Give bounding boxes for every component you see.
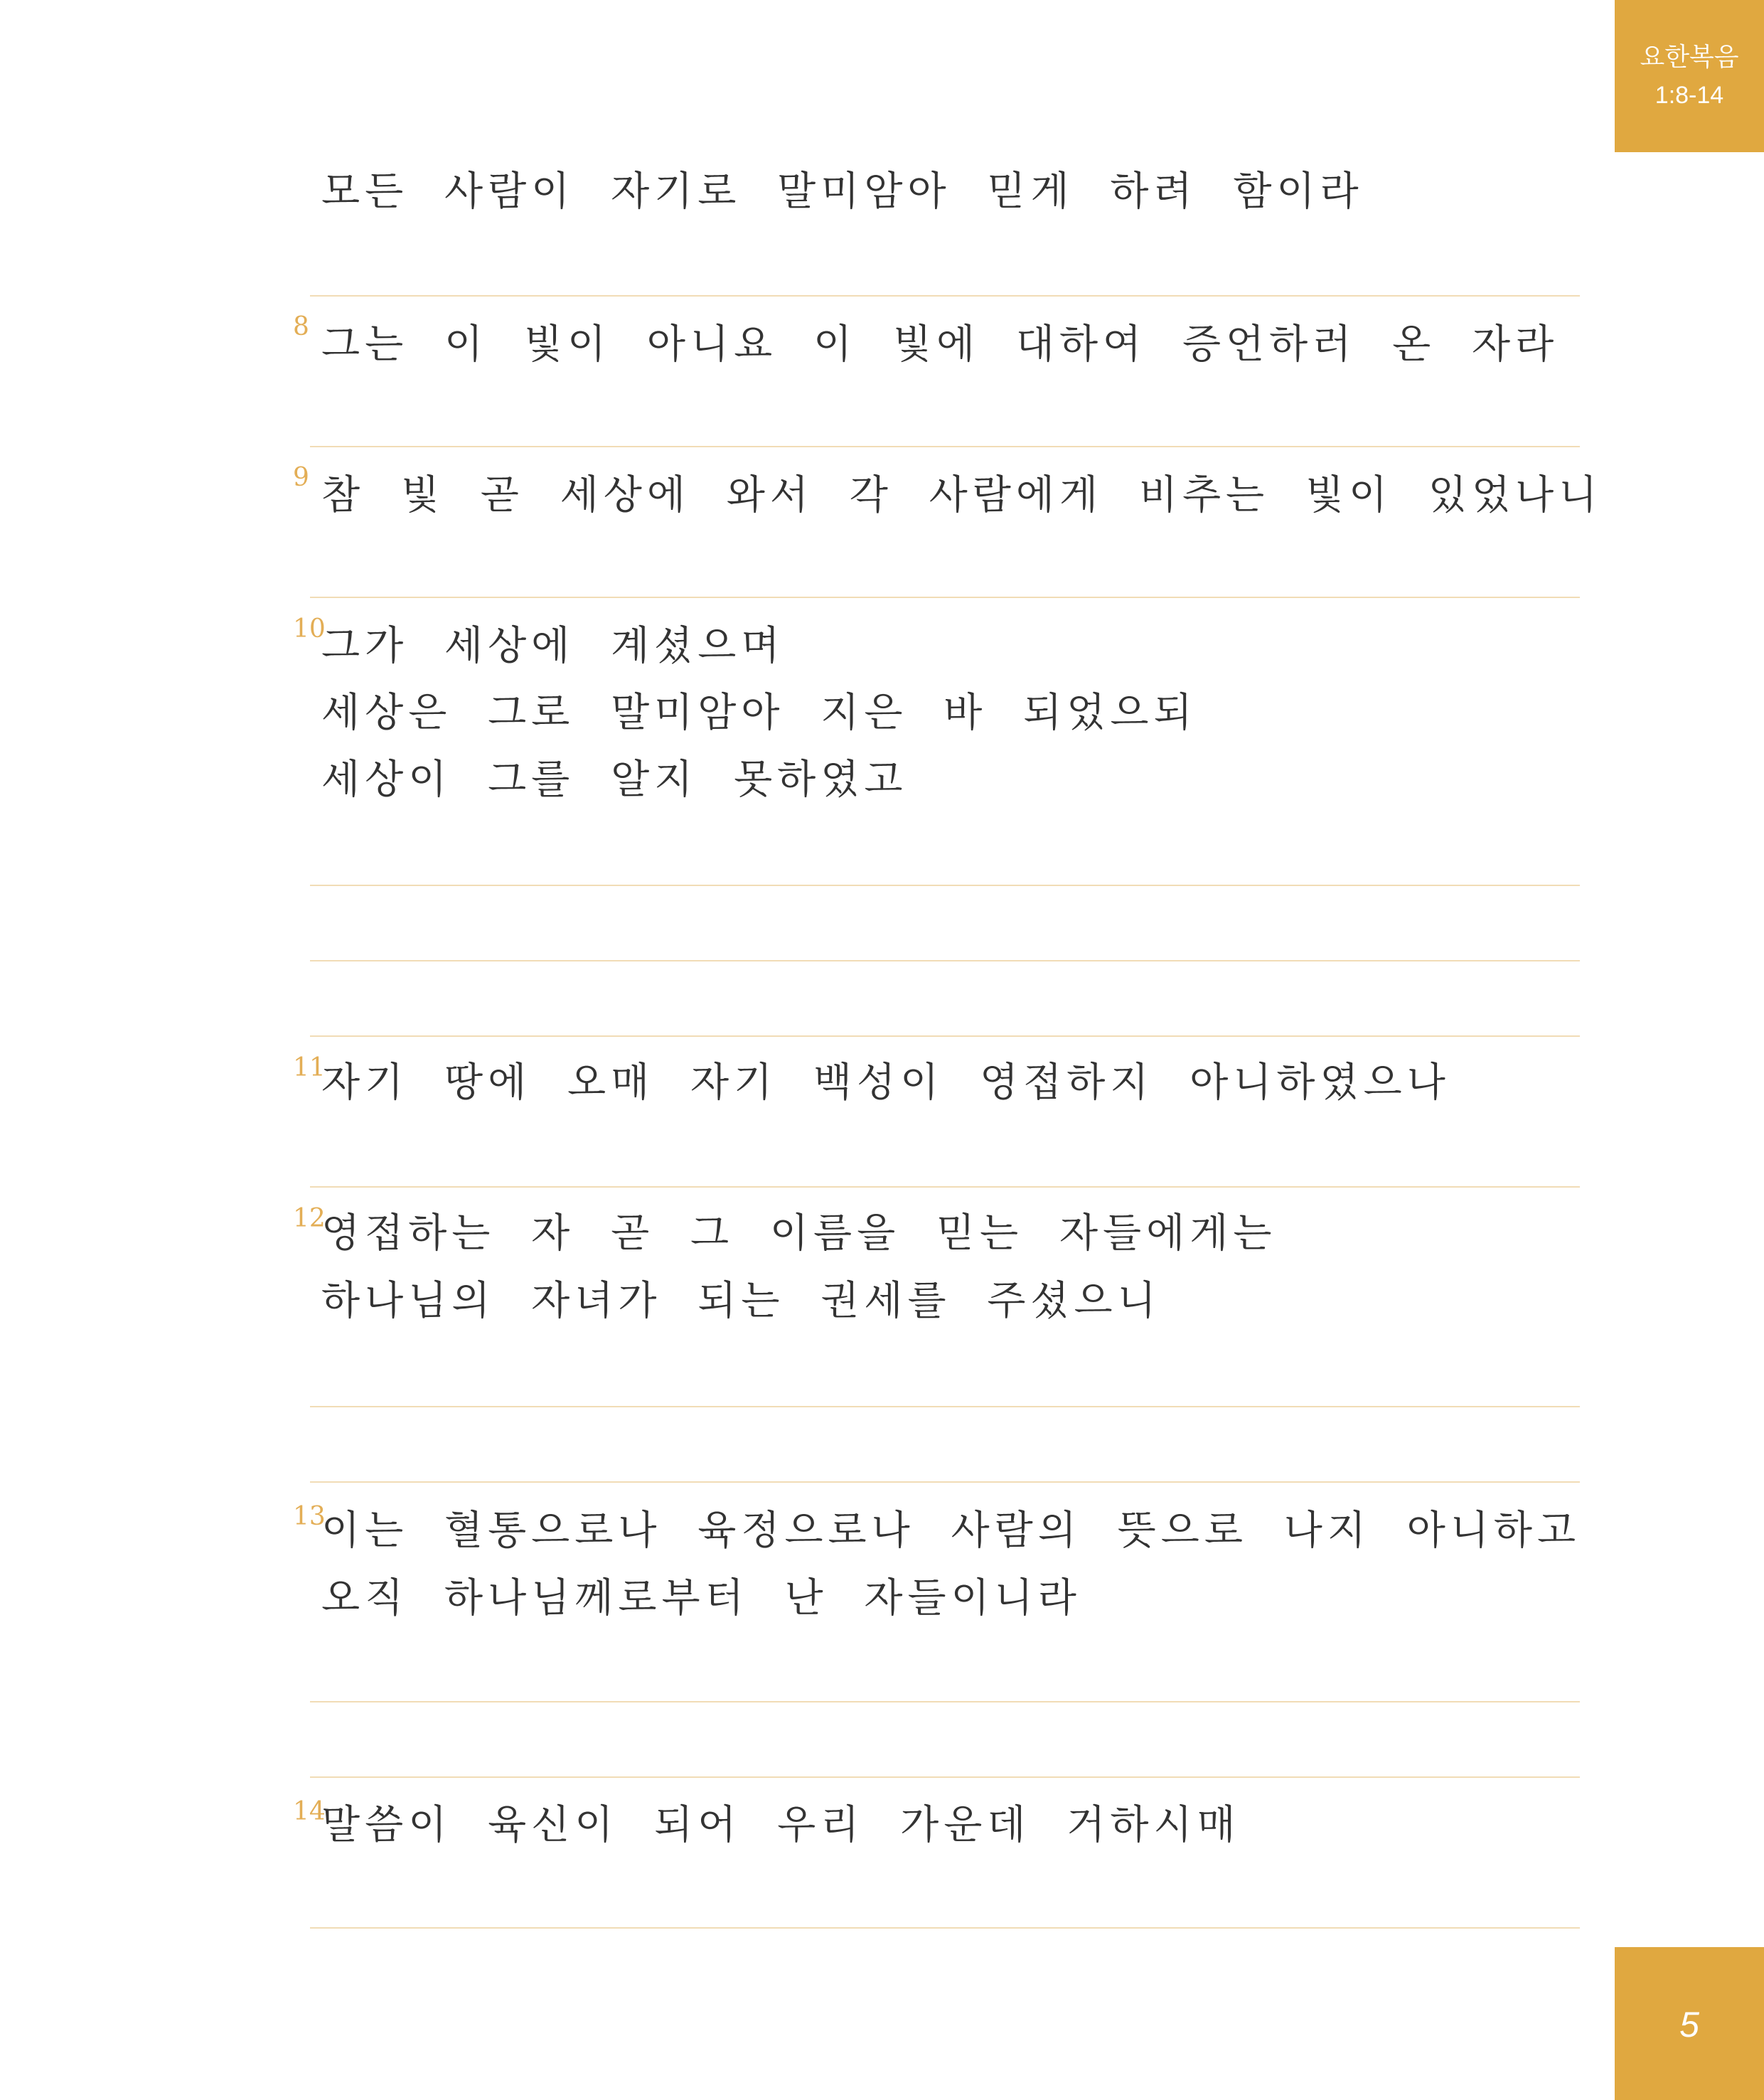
ruled-line (310, 1406, 1580, 1407)
verse-line: 그는 이 빛이 아니요 이 빛에 대하여 증언하러 온 자라 (321, 321, 1559, 368)
book-title: 요한복음 (1640, 42, 1739, 71)
ruled-line (310, 597, 1580, 598)
page-number-tab (1615, 1947, 1764, 2100)
verse-number: 11 (293, 1053, 326, 1082)
verse-number: 13 (293, 1502, 326, 1531)
verse-number: 14 (293, 1797, 326, 1826)
verse-line: 영접하는 자 곧 그 이름을 믿는 자들에게는 (321, 1210, 1277, 1257)
ruled-line (310, 1927, 1580, 1929)
verse-line: 세상이 그를 알지 못하였고 (321, 757, 908, 803)
ruled-line (310, 1481, 1580, 1483)
chapter-tab (1615, 0, 1764, 152)
verse-line: 모든 사람이 자기로 말미암아 믿게 하려 함이라 (321, 169, 1364, 215)
ruled-line (310, 1035, 1580, 1037)
ruled-line (310, 1776, 1580, 1778)
verse-number: 12 (293, 1204, 326, 1233)
ruled-line (310, 295, 1580, 297)
verse-line: 자기 땅에 오매 자기 백성이 영접하지 아니하였으나 (321, 1060, 1450, 1106)
verse-line: 말씀이 육신이 되어 우리 가운데 거하시매 (321, 1802, 1241, 1848)
verse-range: 1:8-14 (1655, 82, 1724, 109)
verse-number: 10 (293, 614, 326, 644)
verse-number: 8 (293, 312, 309, 341)
ruled-line (310, 1701, 1580, 1702)
ruled-line (310, 446, 1580, 447)
verse-line: 오직 하나님께로부터 난 자들이니라 (321, 1575, 1081, 1621)
verse-line: 하나님의 자녀가 되는 권세를 주셨으니 (321, 1278, 1161, 1324)
verse-number: 9 (293, 463, 309, 492)
verse-line: 세상은 그로 말미암아 지은 바 되었으되 (321, 690, 1197, 736)
ruled-line (310, 1186, 1580, 1188)
ruled-line (310, 885, 1580, 886)
verse-line: 그가 세상에 계셨으며 (321, 623, 785, 669)
verse-line: 참 빛 곧 세상에 와서 각 사람에게 비추는 빛이 있었나니 (321, 472, 1603, 518)
verse-line: 이는 혈통으로나 육정으로나 사람의 뜻으로 나지 아니하고 (321, 1508, 1581, 1554)
ruled-line (310, 960, 1580, 961)
page-number: 5 (1679, 2005, 1699, 2045)
